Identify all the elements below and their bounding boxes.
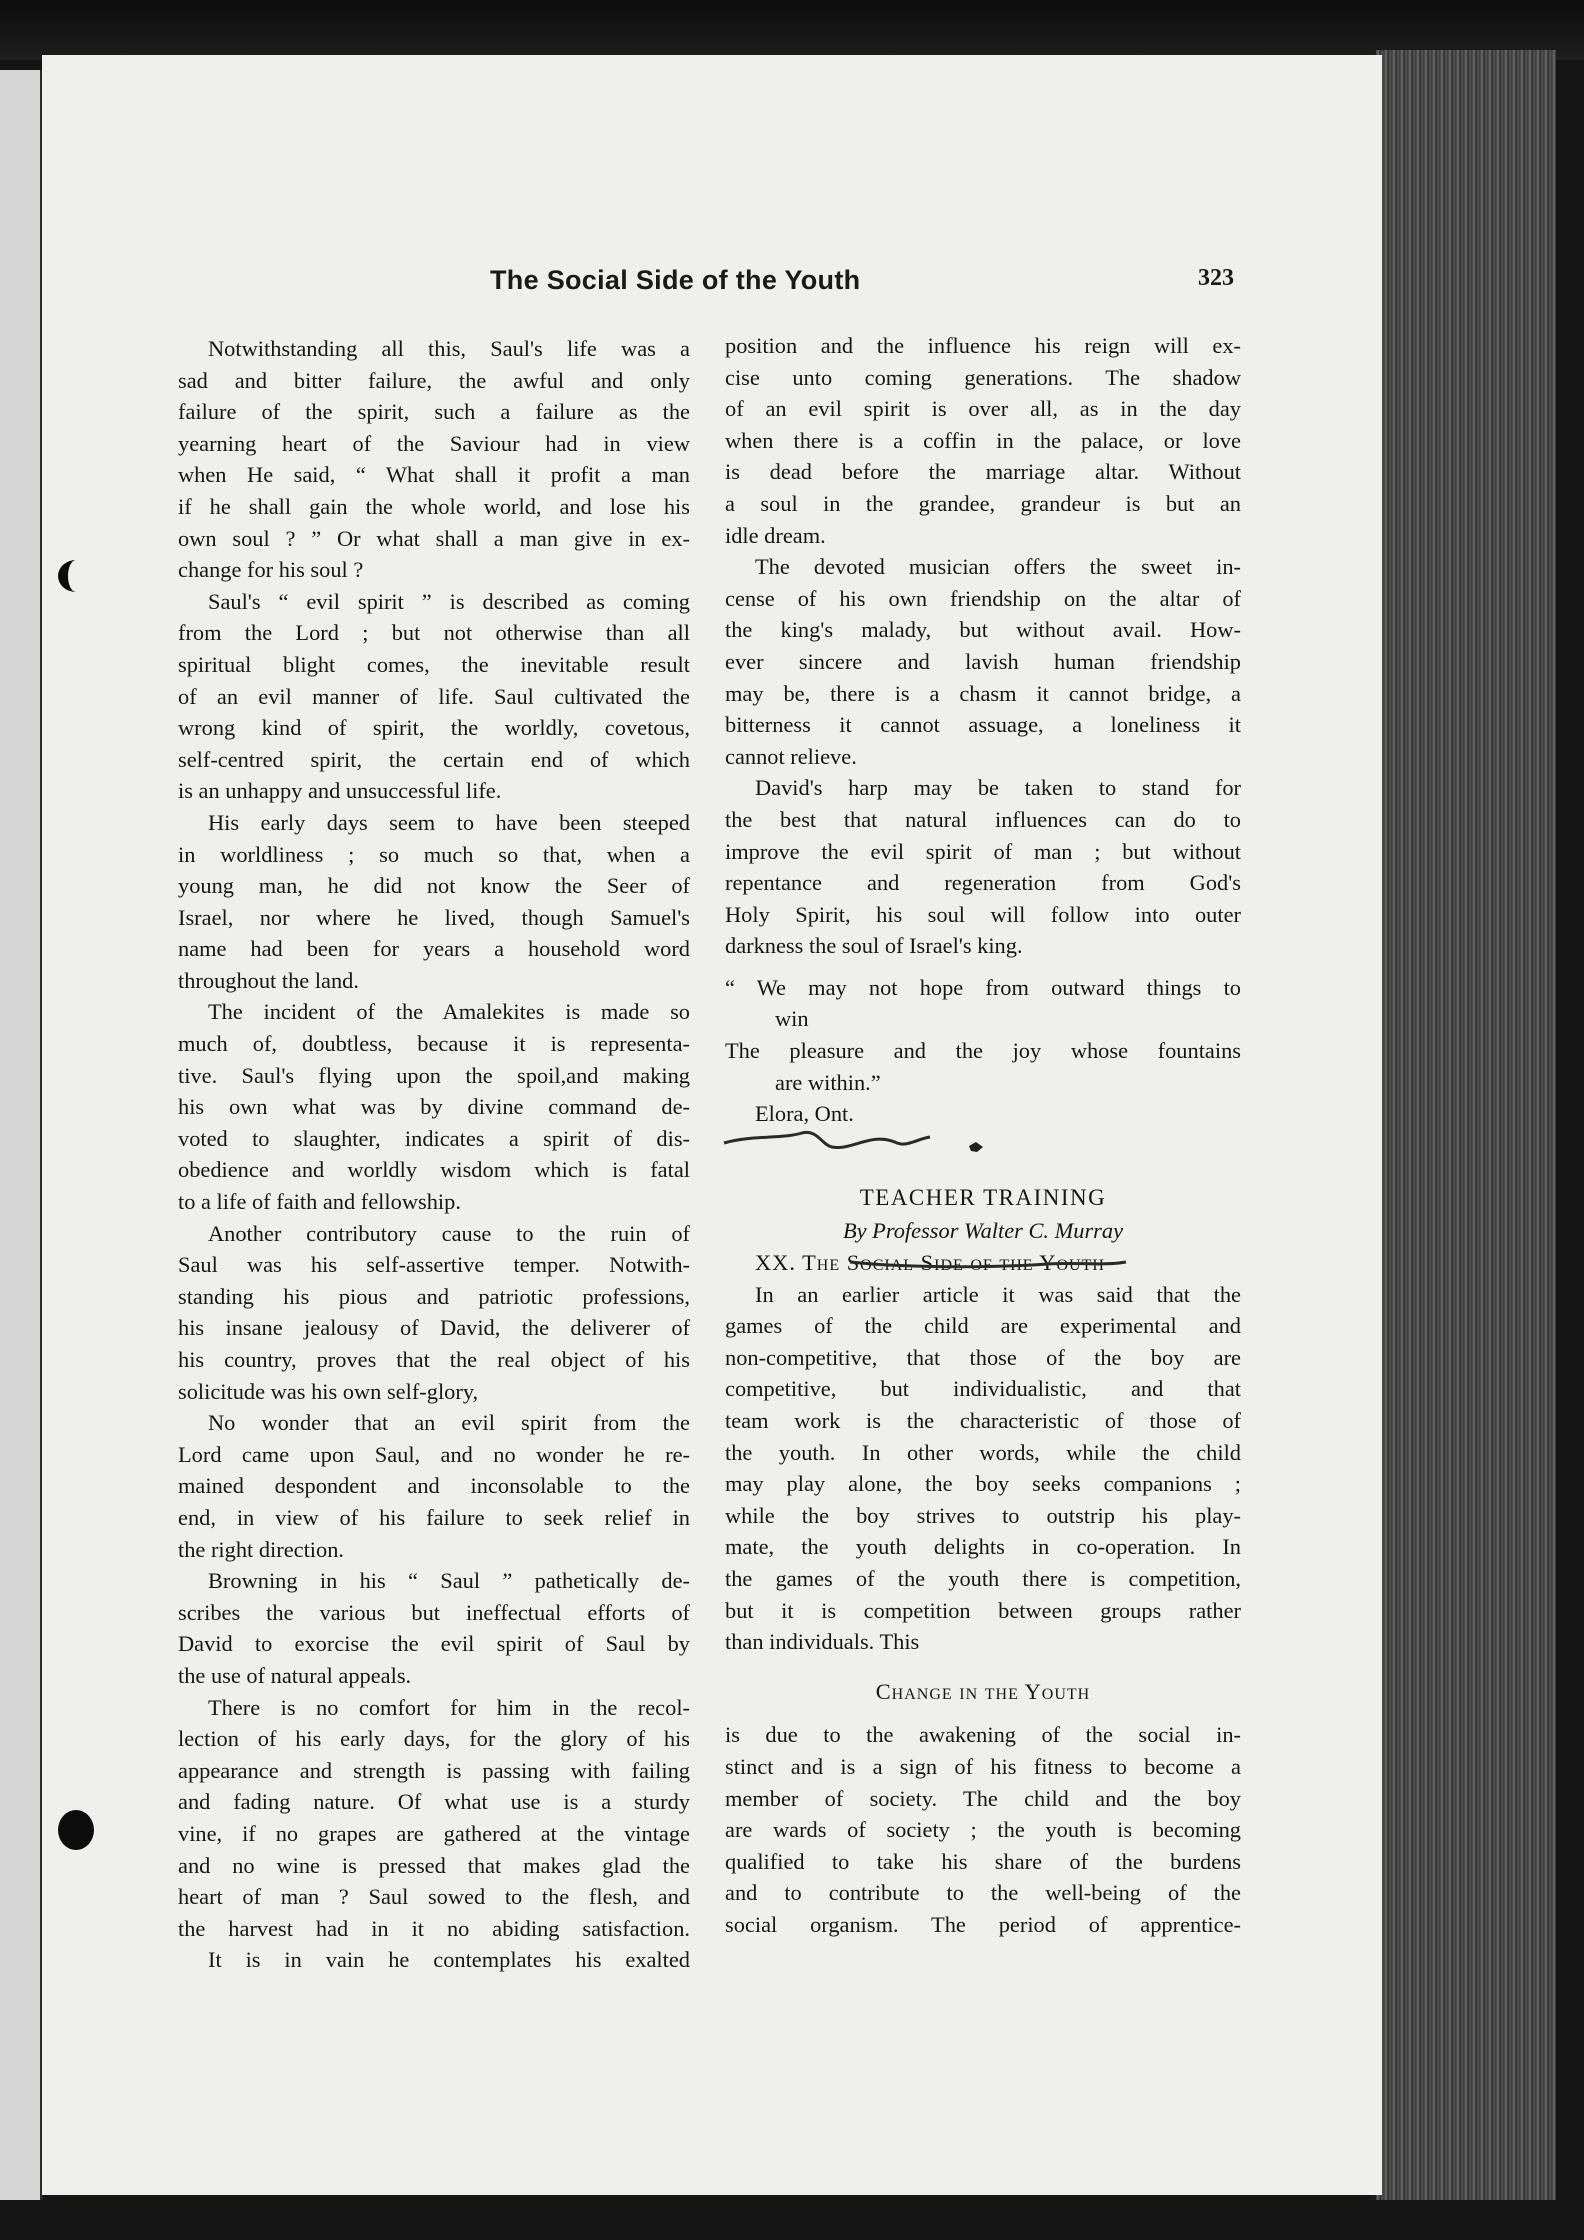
text-line: the harvest had in it no abiding satisfaction.: [178, 1915, 690, 1941]
verse-line: are within.”: [775, 1069, 881, 1095]
text-line: Saul's “ evil spirit ” is described as coming: [208, 588, 690, 614]
verse-line: win: [775, 1006, 809, 1032]
text-line: non-competitive, that those of the boy are: [725, 1344, 1241, 1370]
page-number: 323: [1198, 265, 1234, 291]
text-line: His early days seem to have been steeped: [208, 809, 690, 835]
text-line: the use of natural appeals.: [178, 1662, 412, 1688]
text-line: own soul ? ” Or what shall a man give in ex-: [178, 525, 690, 551]
text-line: competitive, but individualistic, and that: [725, 1376, 1241, 1402]
text-line: of an evil manner of life. Saul cultivated the: [178, 683, 690, 709]
text-line: games of the child are experimental and: [725, 1313, 1241, 1339]
text-line: the king's malady, but without avail. How-: [725, 617, 1241, 643]
binding-hole: [58, 560, 94, 592]
binding-hole: [58, 1810, 94, 1850]
text-line: the best that natural influences can do to: [725, 806, 1241, 832]
text-line: There is no comfort for him in the recol-: [208, 1694, 690, 1720]
text-line: lection of his early days, for the glory of his: [178, 1726, 690, 1752]
text-line: improve the evil spirit of man ; but without: [725, 838, 1241, 864]
byline: By Professor Walter C. Murray: [842, 1218, 1124, 1244]
text-line: his insane jealousy of David, the deliverer of: [178, 1315, 690, 1341]
text-line: idle dream.: [725, 522, 826, 548]
verse-line: “ We may not hope from outward things to: [725, 974, 1241, 1000]
text-line: yearning heart of the Saviour had in view: [178, 430, 690, 456]
verse-line: The pleasure and the joy whose fountains: [725, 1038, 1241, 1064]
text-line: his country, proves that the real object of his: [178, 1347, 690, 1372]
text-line: position and the influence his reign will ex-: [725, 333, 1241, 358]
section-title: TEACHER TRAINING: [859, 1184, 1107, 1210]
text-line: when there is a coffin in the palace, or love: [725, 427, 1241, 453]
text-line: In an earlier article it was said that the: [755, 1281, 1241, 1307]
text-line: heart of man ? Saul sowed to the flesh, and: [178, 1884, 690, 1910]
text-line: tive. Saul's flying upon the spoil,and making: [178, 1062, 690, 1088]
text-line: in worldliness ; so much so that, when a: [178, 841, 690, 867]
text-line: when He said, “ What shall it profit a man: [178, 462, 690, 488]
text-line: from the Lord ; but not otherwise than all: [178, 620, 690, 646]
text-line: It is in vain he contemplates his exalted: [208, 1947, 690, 1973]
text-line: cise unto coming generations. The shadow: [725, 364, 1241, 390]
facing-page-edge: [0, 70, 43, 2200]
text-line: throughout the land.: [178, 967, 359, 993]
text-line: and no wine is pressed that makes glad the: [178, 1852, 690, 1878]
byline-underline-mark: [848, 1256, 1128, 1270]
text-line: wrong kind of spirit, the worldly, covetous,: [178, 715, 690, 741]
signoff: Elora, Ont.: [755, 1101, 854, 1127]
text-line: No wonder that an evil spirit from the: [208, 1410, 690, 1436]
text-line: may play alone, the boy seeks companions ;: [725, 1471, 1241, 1497]
text-line: The incident of the Amalekites is made so: [208, 999, 690, 1025]
text-line: sad and bitter failure, the awful and only: [178, 367, 690, 393]
text-line: cannot relieve.: [725, 743, 857, 769]
text-line: Browning in his “ Saul ” pathetically de-: [208, 1568, 690, 1594]
text-line: the youth. In other words, while the child: [725, 1439, 1241, 1465]
text-line: darkness the soul of Israel's king.: [725, 933, 1023, 959]
text-line: is due to the awakening of the social in-: [725, 1722, 1241, 1748]
text-line: is dead before the marriage altar. Without: [725, 459, 1241, 485]
text-line: David's harp may be taken to stand for: [755, 775, 1241, 801]
text-line: end, in view of his failure to seek relief in: [178, 1504, 690, 1530]
text-line: name had been for years a household word: [178, 936, 690, 962]
text-line: young man, he did not know the Seer of: [178, 873, 690, 899]
text-line: obedience and worldly wisdom which is fatal: [178, 1157, 690, 1183]
text-line: the games of the youth there is competition,: [725, 1565, 1241, 1591]
scan-top-border: [0, 0, 1584, 60]
left-column: [178, 333, 690, 1976]
text-line: cense of his own friendship on the altar of: [725, 585, 1241, 611]
running-title: The Social Side of the Youth: [490, 265, 861, 295]
text-line: appearance and strength is passing with failing: [178, 1757, 690, 1783]
text-line: is an unhappy and unsuccessful life.: [178, 778, 502, 804]
ink-speck: [968, 1140, 984, 1154]
text-line: Holy Spirit, his soul will follow into outer: [725, 901, 1241, 927]
text-line: may be, there is a chasm it cannot bridge, a: [725, 680, 1241, 706]
text-line: member of society. The child and the boy: [725, 1785, 1241, 1811]
text-line: of an evil spirit is over all, as in the day: [725, 396, 1241, 422]
text-line: while the boy strives to outstrip his play-: [725, 1502, 1241, 1528]
text-line: failure of the spirit, such a failure as the: [178, 399, 690, 425]
text-line: a soul in the grandee, grandeur is but an: [725, 490, 1241, 516]
text-line: Lord came upon Saul, and no wonder he re-: [178, 1441, 690, 1467]
text-line: Israel, nor where he lived, though Samuel's: [178, 904, 690, 930]
text-line: than individuals. This: [725, 1629, 920, 1655]
text-line: Saul was his self-assertive temper. Notwith-: [178, 1252, 690, 1278]
text-line: team work is the characteristic of those of: [725, 1408, 1241, 1433]
page-stack-edges: [1370, 50, 1556, 2200]
text-line: scribes the various but ineffectual efforts of: [178, 1599, 690, 1625]
text-line: voted to slaughter, indicates a spirit of dis-: [178, 1125, 690, 1151]
text-line: his own what was by divine command de-: [178, 1094, 690, 1120]
text-line: to a life of faith and fellowship.: [178, 1189, 461, 1215]
text-line: ever sincere and lavish human friendship: [725, 648, 1241, 674]
text-line: standing his pious and patriotic professions,: [178, 1283, 690, 1309]
subheading: Change in the Youth: [875, 1678, 1091, 1704]
text-line: spiritual blight comes, the inevitable result: [178, 651, 690, 677]
text-line: social organism. The period of apprentice-: [725, 1911, 1241, 1937]
text-line: The devoted musician offers the sweet in-: [755, 554, 1241, 580]
text-line: but it is competition between groups rather: [725, 1597, 1241, 1623]
text-line: David to exorcise the evil spirit of Saul by: [178, 1631, 690, 1657]
text-line: qualified to take his share of the burdens: [725, 1848, 1241, 1874]
text-line: Notwithstanding all this, Saul's life was a: [208, 336, 690, 361]
text-line: Another contributory cause to the ruin of: [208, 1220, 690, 1246]
text-line: the right direction.: [178, 1536, 345, 1562]
text-line: mate, the youth delights in co-operation. In: [725, 1534, 1241, 1560]
text-line: if he shall gain the whole world, and lose his: [178, 493, 690, 519]
text-line: are wards of society ; the youth is becoming: [725, 1817, 1241, 1843]
article-subtitle: XX. The Social Side of the Youth: [755, 1250, 1105, 1276]
text-line: change for his soul ?: [178, 557, 364, 583]
text-line: self-centred spirit, the certain end of which: [178, 746, 690, 772]
text-line: and to contribute to the well-being of the: [725, 1880, 1241, 1906]
text-line: vine, if no grapes are gathered at the vintage: [178, 1820, 690, 1846]
text-line: mained despondent and inconsolable to the: [178, 1473, 690, 1499]
pen-stroke-mark: [722, 1125, 932, 1155]
text-line: solicitude was his own self-glory,: [178, 1378, 479, 1404]
text-line: stinct and is a sign of his fitness to become a: [725, 1753, 1241, 1779]
text-line: much of, doubtless, because it is representa-: [178, 1031, 690, 1057]
text-line: repentance and regeneration from God's: [725, 870, 1241, 896]
text-line: and fading nature. Of what use is a sturdy: [178, 1789, 690, 1815]
text-line: bitterness it cannot assuage, a loneliness it: [725, 712, 1241, 738]
